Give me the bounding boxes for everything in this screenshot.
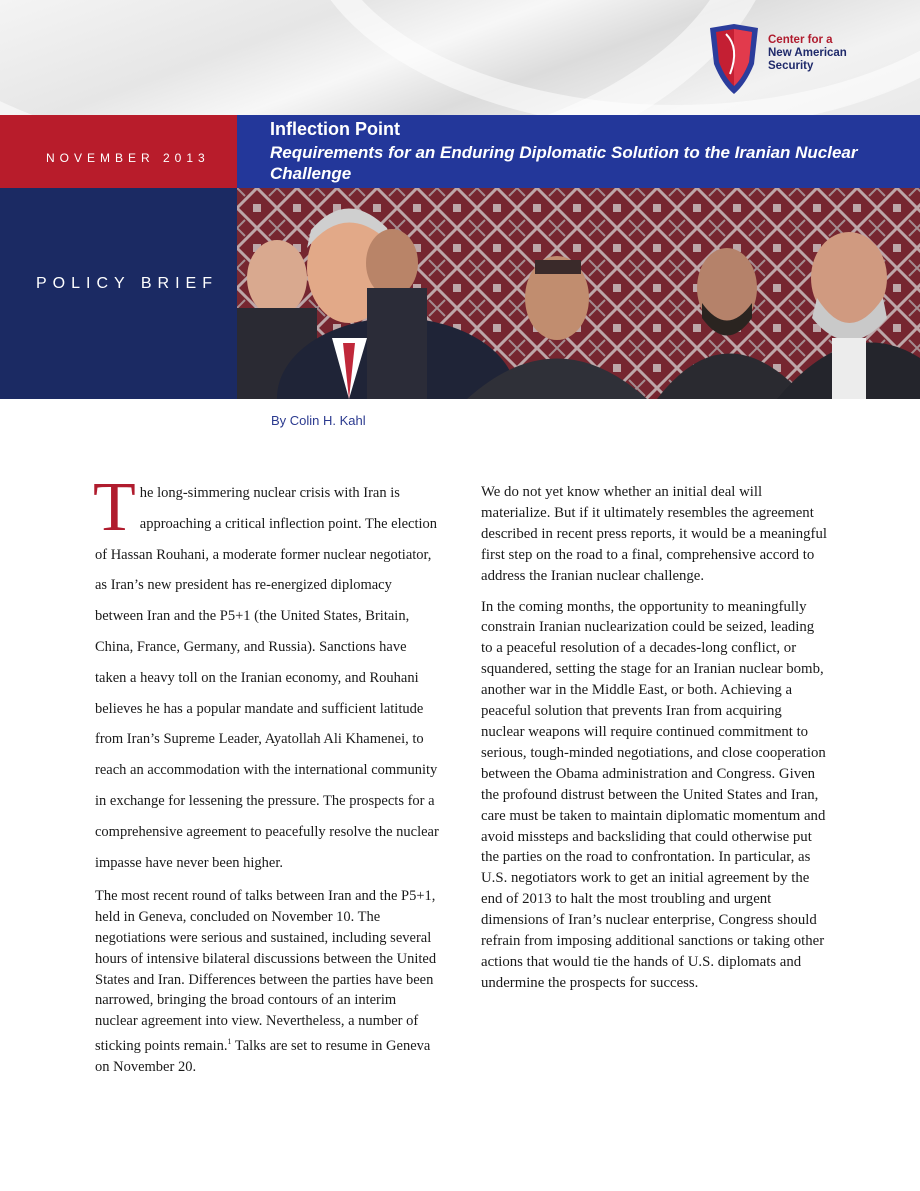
author-byline: By Colin H. Kahl — [271, 413, 366, 428]
paragraph — [93, 469, 440, 878]
doc-type-panel — [0, 188, 237, 399]
paragraph-text: Talks are set to resume in Geneva on November 20. — [95, 1037, 431, 1075]
footnote-marker[interactable]: 1 — [227, 1036, 232, 1046]
doc-type-label: POLICY BRIEF — [36, 275, 218, 292]
org-name-line3: Security — [768, 60, 814, 72]
paragraph-text: The most recent round of talks between Iran and the P5+1, held in Geneva, concluded on November 10. The negotiations were serious and sustained, including several hours of intensive bilateral discussions between the United States and Iran. Differences between the parties have been narrowed, bringing the broad contours of an interim nuclear agreement into view. Nevertheless, a number of sticking points remain. — [95, 888, 437, 1054]
shield-icon — [706, 24, 762, 96]
org-logo — [706, 24, 866, 96]
org-name-line2: New American — [768, 47, 847, 59]
paragraph: We do not yet know whether an initial deal will materialize. But if it ultimately resembles the agreement described in recent press reports, it would be a meaningful first step on the road to a final, comprehensive accord to address the Iranian nuclear challenge. — [481, 484, 827, 584]
document-title: Inflection Point — [270, 119, 400, 139]
date-banner — [0, 115, 237, 188]
publication-date: NOVEMBER 2013 — [46, 151, 210, 165]
paragraph — [95, 886, 440, 1077]
paragraph-text: he long-simmering nuclear crisis with Iran is approaching a critical inflection point. The election of Hassan Rouhani, a moderate former nuclear negotiator, as Iran’s new president has re-energized diplomacy between Iran and the P5+1 (the United States, Britain, China, France, Germany, and Russia). Sanctions have taken a heavy toll on the Iranian economy, and Rouhani believes he has a popular mandate and sufficient latitude from Iran’s Supreme Leader, Ayatollah Ali Khamenei, to reach an accommodation with the international community in exchange for lessening the pressure. The prospects for a comprehensive agreement to peacefully resolve the nuclear impasse have never been higher. — [95, 485, 439, 871]
body-column-left — [93, 469, 440, 1077]
org-name-line1: Center for a — [768, 34, 833, 46]
document-subtitle: Requirements for an Enduring Diplomatic Solution to the Iranian Nuclear Challenge — [270, 143, 858, 183]
body-column-right — [481, 482, 827, 1004]
header-band — [0, 0, 920, 115]
diplomats-photo-illustration — [237, 188, 920, 399]
drop-cap: T — [93, 469, 136, 546]
title-banner — [237, 115, 920, 188]
paragraph: In the coming months, the opportunity to meaningfully constrain Iranian nuclearization could be seized, leading to a peaceful resolution of a decades-long conflict, or squandered, setting the stage for an Iranian nuclear bomb, another war in the Middle East, or both. Achieving a peaceful solution that prevents Iran from acquiring nuclear weapons will require continued commitment to serious, tough-minded negotiations, and close cooperation between the Obama administration and Congress. Given the profound distrust between the United States and Iran, care must be taken to maintain diplomatic momentum and avoid missteps and backsliding that could otherwise put the parties on the road to confrontation. In particular, as U.S. negotiators work to get an initial agreement by the end of 2013 to halt the most troubling and urgent dimensions of Iran’s nuclear enterprise, Congress should refrain from imposing additional sanctions or taking other actions that would tie the hands of U.S. diplomats and undermine the prospects for success. — [481, 598, 826, 991]
org-name — [768, 34, 847, 73]
cover-photo — [237, 188, 920, 399]
